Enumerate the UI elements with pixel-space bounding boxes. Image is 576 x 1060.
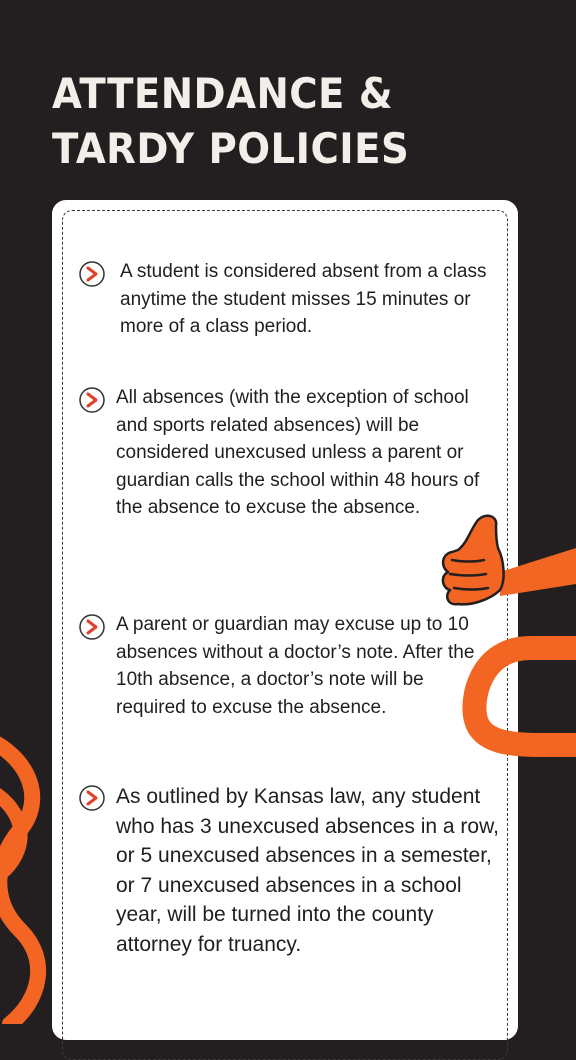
title-line-1: ATTENDANCE & [52,69,393,118]
policy-text-2: All absences (with the exception of school and sports related absences) will be considered unexcused unless a parent or guardian calls the school within 48 hours of the absence to excuse the absence. [116,387,480,518]
chevron-right-icon [78,260,106,288]
title-line-2: TARDY POLICIES [52,124,410,173]
chevron-right-icon [78,386,106,414]
policy-text-1: A student is considered absent from a class anytime the student misses 15 minutes or more of a class period. [120,261,487,337]
chevron-right-icon [78,613,106,641]
chevron-right-icon [78,784,106,812]
page-title [52,66,494,176]
policy-card [52,200,518,1040]
policy-text-4: As outlined by Kansas law, any student who has 3 unexcused absences in a row, or 5 unexcused absences in a semester, or 7 unexcused absences in a school year, will be turned into the county attorney for truancy. [116,785,499,956]
policy-text-3: A parent or guardian may excuse up to 10 absences without a doctor’s note. After the 10th absence, a doctor’s note will be required to excuse the absence. [116,614,475,718]
